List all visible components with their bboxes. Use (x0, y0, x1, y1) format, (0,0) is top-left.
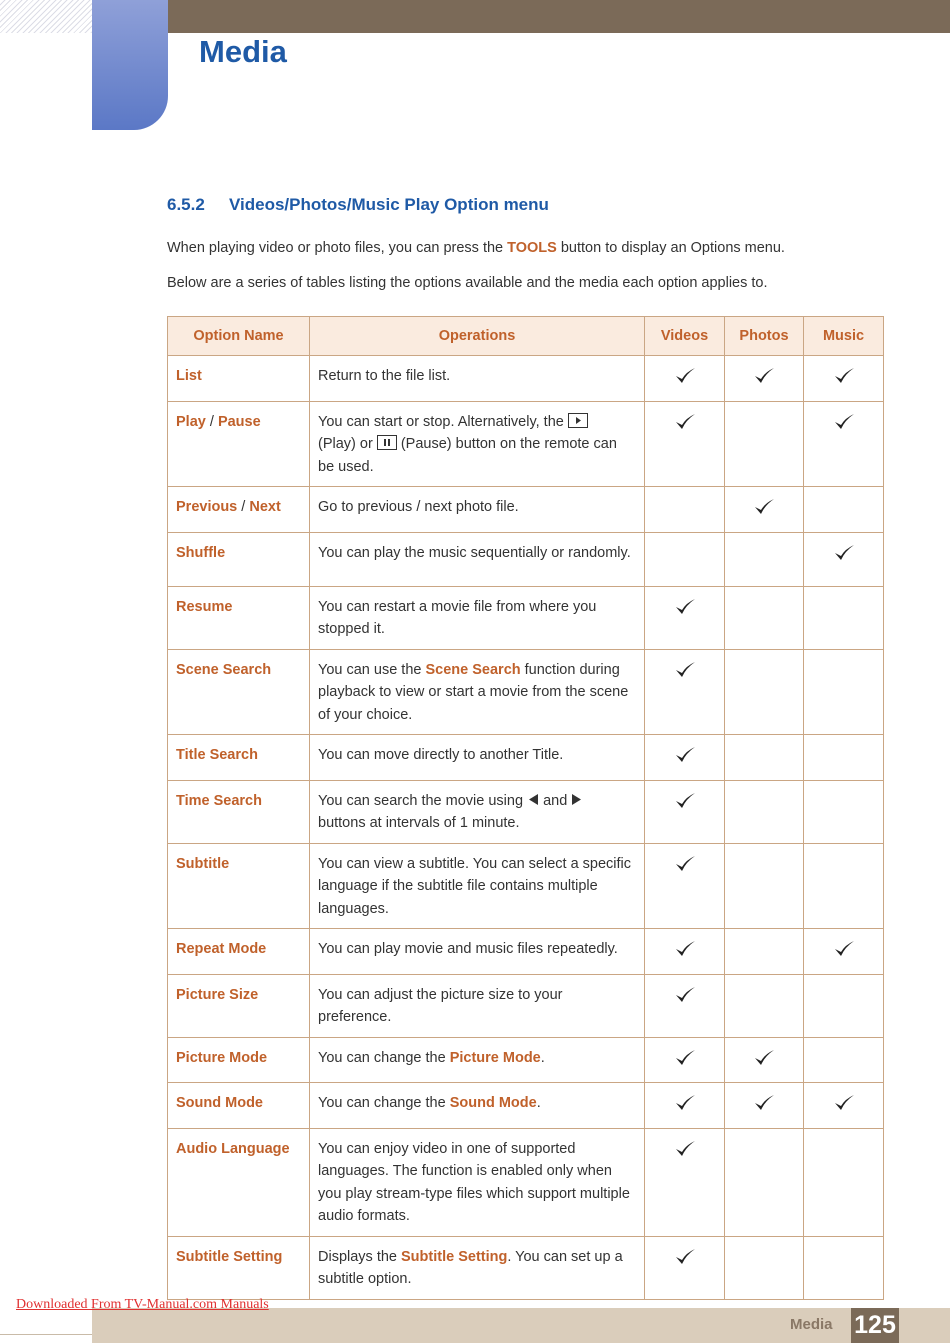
operation-text: (Pause) button on the remote can be used. (318, 436, 617, 475)
table-row (168, 735, 884, 781)
operation-highlight: Sound Mode (449, 1095, 537, 1111)
photos-cell (725, 1083, 804, 1129)
operation-text: You can change the (318, 1095, 450, 1111)
header-operations: Operations (310, 317, 645, 356)
music-cell (804, 487, 884, 533)
option-name: Subtitle (168, 843, 310, 929)
photos-cell (725, 735, 804, 781)
photos-cell (725, 356, 804, 402)
option-operation (310, 1083, 645, 1129)
option-name: Title Search (168, 735, 310, 781)
music-cell (804, 401, 884, 487)
photos-cell (725, 401, 804, 487)
operation-text: and (539, 792, 572, 809)
download-link[interactable]: Downloaded From TV-Manual.com Manuals (16, 1297, 269, 1312)
table-row (168, 586, 884, 649)
option-name: Time Search (168, 780, 310, 843)
check-icon (753, 1094, 775, 1112)
videos-cell (645, 1236, 725, 1299)
photos-cell (725, 532, 804, 586)
check-icon (674, 1049, 696, 1067)
left-arrow-icon (527, 793, 539, 806)
check-icon (674, 1094, 696, 1112)
option-name-part: Play (176, 413, 206, 430)
option-operation: Return to the file list. (310, 356, 645, 402)
photos-cell (725, 780, 804, 843)
option-name: List (168, 356, 310, 402)
music-cell (804, 929, 884, 975)
music-cell (804, 735, 884, 781)
check-icon (833, 1094, 855, 1112)
videos-cell (645, 735, 725, 781)
table-row (168, 1236, 884, 1299)
videos-cell (645, 356, 725, 402)
option-name: Subtitle Setting (168, 1236, 310, 1299)
videos-cell (645, 974, 725, 1037)
option-operation: You can enjoy video in one of supported languages. The function is enabled only when you play stream-type files which support multiple audio formats. (310, 1128, 645, 1236)
photos-cell (725, 649, 804, 735)
pause-key-icon (377, 435, 397, 450)
check-icon (674, 367, 696, 385)
options-table (167, 316, 884, 1300)
table-header-row (168, 317, 884, 356)
option-name: Repeat Mode (168, 929, 310, 975)
table-row (168, 974, 884, 1037)
header-photos: Photos (725, 317, 804, 356)
option-operation: You can move directly to another Title. (310, 735, 645, 781)
check-icon (674, 986, 696, 1004)
table-row (168, 929, 884, 975)
option-name: Sound Mode (168, 1083, 310, 1129)
footer-section-label: Media (790, 1316, 833, 1333)
check-icon (674, 661, 696, 679)
check-icon (674, 792, 696, 810)
videos-cell (645, 1083, 725, 1129)
check-icon (674, 855, 696, 873)
section-heading (167, 195, 549, 215)
photos-cell (725, 586, 804, 649)
option-operation: Go to previous / next photo file. (310, 487, 645, 533)
option-operation: You can play movie and music files repeatedly. (310, 929, 645, 975)
photos-cell (725, 929, 804, 975)
music-cell (804, 974, 884, 1037)
table-row (168, 649, 884, 735)
operation-text: . You can set up a subtitle option. (318, 1248, 623, 1287)
header-music: Music (804, 317, 884, 356)
option-name: Picture Size (168, 974, 310, 1037)
option-name: Shuffle (168, 532, 310, 586)
option-name-separator: / (205, 413, 218, 430)
play-key-icon (568, 413, 588, 428)
operation-text: You can use the (318, 661, 426, 678)
option-operation: You can adjust the picture size to your preference. (310, 974, 645, 1037)
option-operation: You can play the music sequentially or randomly. (310, 532, 645, 586)
operation-text: Displays the (318, 1248, 402, 1265)
page-number: 125 (851, 1308, 899, 1343)
section-number: 6.5.2 (167, 195, 205, 214)
header-videos: Videos (645, 317, 725, 356)
table-row (168, 843, 884, 929)
operation-text: buttons at intervals of 1 minute. (318, 815, 520, 831)
option-operation: You can view a subtitle. You can select a specific language if the subtitle file contains multiple languages. (310, 843, 645, 929)
check-icon (833, 544, 855, 562)
photos-cell (725, 1128, 804, 1236)
check-icon (833, 413, 855, 431)
intro-text: button to display an Options menu. (556, 240, 785, 256)
music-cell (804, 532, 884, 586)
music-cell (804, 649, 884, 735)
videos-cell (645, 532, 725, 586)
photos-cell (725, 1236, 804, 1299)
operation-text: . (540, 1049, 545, 1066)
videos-cell (645, 1037, 725, 1083)
check-icon (753, 367, 775, 385)
option-operation (310, 649, 645, 735)
option-name: Scene Search (168, 649, 310, 735)
option-operation (310, 1037, 645, 1083)
option-name: Audio Language (168, 1128, 310, 1236)
operation-highlight: Subtitle Setting (401, 1248, 508, 1265)
operation-highlight: Scene Search (425, 661, 521, 678)
intro-paragraph-1 (167, 240, 785, 256)
option-operation: You can restart a movie file from where you stopped it. (310, 586, 645, 649)
option-name-part: Previous (176, 499, 238, 515)
tools-key-label: TOOLS (507, 240, 557, 256)
table-row (168, 401, 884, 487)
check-icon (674, 940, 696, 958)
header-bar (168, 0, 950, 33)
section-title: Videos/Photos/Music Play Option menu (229, 195, 549, 214)
music-cell (804, 1128, 884, 1236)
table-row (168, 532, 884, 586)
table-row (168, 356, 884, 402)
videos-cell (645, 780, 725, 843)
operation-text: (Play) or (318, 436, 377, 452)
right-arrow-icon (571, 793, 583, 806)
check-icon (674, 1248, 696, 1266)
table-row (168, 487, 884, 533)
option-name (168, 401, 310, 487)
option-operation (310, 401, 645, 487)
photos-cell (725, 974, 804, 1037)
check-icon (674, 1140, 696, 1158)
option-name-separator: / (237, 499, 250, 515)
music-cell (804, 356, 884, 402)
table-row (168, 1037, 884, 1083)
operation-highlight: Picture Mode (449, 1049, 541, 1066)
table-row (168, 1128, 884, 1236)
photos-cell (725, 1037, 804, 1083)
music-cell (804, 1037, 884, 1083)
music-cell (804, 586, 884, 649)
option-name: Resume (168, 586, 310, 649)
videos-cell (645, 586, 725, 649)
check-icon (753, 1049, 775, 1067)
check-icon (833, 367, 855, 385)
header-option-name: Option Name (168, 317, 310, 356)
option-name-part: Pause (217, 413, 261, 430)
videos-cell (645, 401, 725, 487)
videos-cell (645, 487, 725, 533)
table-row (168, 780, 884, 843)
option-operation (310, 1236, 645, 1299)
music-cell (804, 1236, 884, 1299)
table-row (168, 1083, 884, 1129)
photos-cell (725, 843, 804, 929)
chapter-tab (92, 0, 168, 130)
operation-text: You can change the (318, 1049, 450, 1066)
operation-text: . (536, 1095, 541, 1111)
operation-text: You can start or stop. Alternatively, the (318, 413, 568, 430)
check-icon (674, 413, 696, 431)
photos-cell (725, 487, 804, 533)
chapter-title: Media (199, 34, 287, 69)
check-icon (674, 598, 696, 616)
videos-cell (645, 649, 725, 735)
videos-cell (645, 929, 725, 975)
option-name (168, 487, 310, 533)
music-cell (804, 780, 884, 843)
option-operation (310, 780, 645, 843)
check-icon (674, 746, 696, 764)
option-name: Picture Mode (168, 1037, 310, 1083)
intro-text: When playing video or photo files, you can press the (167, 240, 508, 256)
intro-paragraph-2: Below are a series of tables listing the options available and the media each option applies to. (167, 275, 768, 291)
footer-divider (0, 1334, 92, 1335)
music-cell (804, 1083, 884, 1129)
check-icon (753, 498, 775, 516)
videos-cell (645, 843, 725, 929)
check-icon (833, 940, 855, 958)
videos-cell (645, 1128, 725, 1236)
operation-text: function during playback to view or start a movie from the scene of your choice. (318, 661, 629, 723)
decorative-hatch (0, 0, 92, 33)
option-name-part: Next (249, 499, 281, 515)
music-cell (804, 843, 884, 929)
operation-text: You can search the movie using (318, 792, 528, 809)
